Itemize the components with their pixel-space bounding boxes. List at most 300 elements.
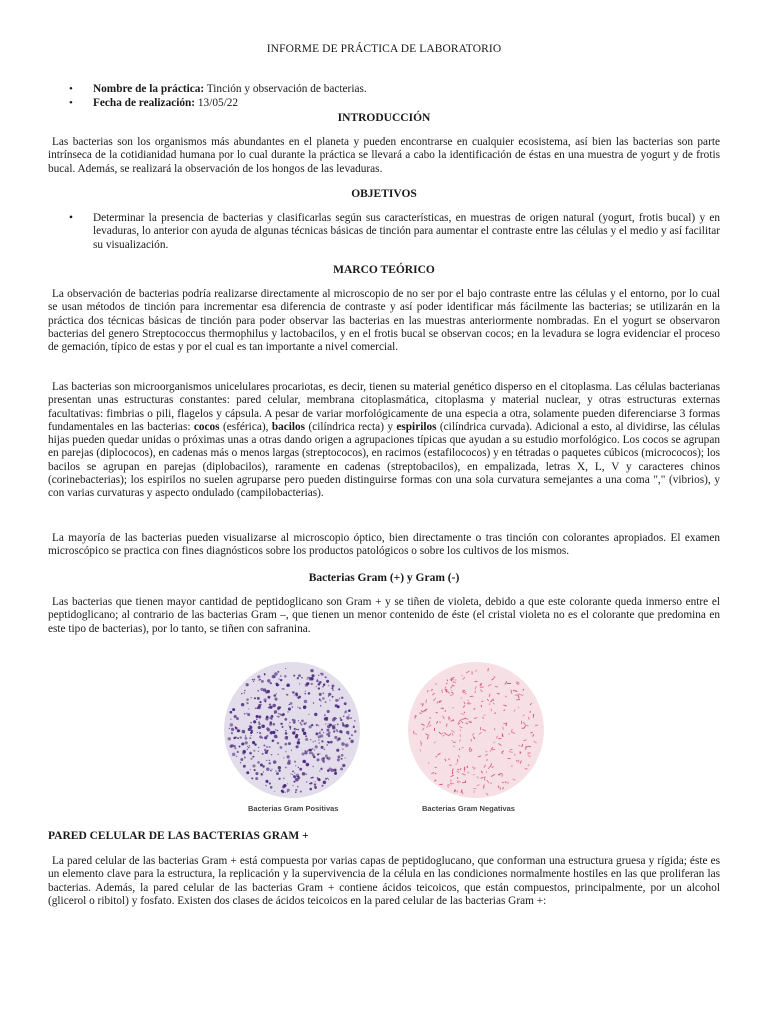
gram-positive-cell bbox=[306, 763, 309, 766]
gram-positive-cell bbox=[261, 724, 265, 728]
practice-meta-list bbox=[69, 83, 367, 111]
practice-date-value: 13/05/22 bbox=[195, 97, 239, 109]
gram-positive-cell bbox=[272, 731, 275, 734]
gram-positive-cell bbox=[319, 753, 320, 754]
gram-positive-cell bbox=[302, 753, 305, 756]
gram-positive-cell bbox=[297, 786, 298, 787]
gram-positive-cell bbox=[320, 705, 322, 707]
gram-positive-cell bbox=[293, 721, 296, 724]
gram-positive-cell bbox=[319, 693, 322, 696]
gram-positive-cell bbox=[317, 753, 319, 755]
gram-positive-cell bbox=[345, 757, 346, 758]
gram-positive-cell bbox=[324, 714, 326, 716]
marco-p2-part-d: (cilíndrica curvada). Adicional a esto, al dividirse, las células hijas pueden quedar unidas o próximas unas a otras dando origen a agrupaciones típicas que ayudan a su estudio morfológico. Los cocos se agrupan en parejas (diplococos), en cadenas más o menos largas (streptococos), en racimos (estafilococos) y en tétradas o paquetes cúbicos (micrococos); los bacilos se agrupan en parejas (diplobacilos), raramente en cadenas (streptobacilos), en empalizada, letras X, L, V y caracteres chinos (corinebacterias); los espirilos no suelen agruparse pero pueden distinguirse formas con una sola curvatura semejantes a una coma "," (vibrios), y con varias curvaturas y aspecto ondulado (campilobacterias). bbox=[48, 420, 721, 500]
gram-positive-cell bbox=[251, 777, 253, 779]
gram-positive-cell bbox=[278, 766, 281, 769]
gram-positive-cell bbox=[288, 708, 291, 711]
gram-positive-cell bbox=[294, 695, 295, 696]
marco-heading: MARCO TEÓRICO bbox=[333, 264, 435, 276]
gram-positive-cell bbox=[295, 693, 298, 696]
gram-positive-cell bbox=[345, 710, 348, 713]
gram-positive-cell bbox=[312, 766, 314, 768]
gram-positive-cell bbox=[266, 727, 269, 730]
gram-negative-cell bbox=[484, 776, 485, 780]
gram-positive-cell bbox=[299, 707, 301, 709]
gram-positive-cell bbox=[319, 770, 320, 771]
gram-positive-cell bbox=[244, 692, 246, 694]
gram-positive-cell bbox=[241, 703, 244, 706]
gram-positive-cell bbox=[290, 702, 293, 705]
gram-positive-cell bbox=[249, 725, 252, 728]
pared-heading: PARED CELULAR DE LAS BACTERIAS GRAM + bbox=[48, 830, 309, 842]
gram-positive-cell bbox=[298, 698, 299, 699]
gram-positive-cell bbox=[241, 693, 242, 694]
gram-negative-cell bbox=[518, 707, 519, 708]
gram-positive-cell bbox=[327, 725, 330, 728]
gram-positive-cell bbox=[297, 741, 300, 744]
gram-positive-cell bbox=[247, 746, 248, 747]
gram-positive-cell bbox=[304, 700, 307, 703]
gram-negative-cell bbox=[474, 681, 477, 682]
gram-positive-cell bbox=[316, 758, 319, 761]
marco-p2-part-a: Las bacterias son microorganismos unicelulares procariotas, es decir, tienen su material genético disperso en el citoplasma. Las células bacterianas presentan unas estructuras constantes: pared celular, membrana citoplasmática, citoplasma y material nuclear, y otras estructuras externas facultativas: fimbrias o pili, flagelos y cápsula. A pesar de variar morfológicamente de una especia a otra, solamente pueden diferenciarse 3 formas fundamentales en las bacterias: bbox=[48, 381, 720, 433]
gram-positive-cell bbox=[269, 782, 271, 784]
gram-positive-cell bbox=[311, 683, 313, 685]
gram-positive-cell bbox=[337, 705, 340, 708]
practice-name-item bbox=[69, 83, 367, 97]
gram-positive-cell bbox=[333, 717, 336, 720]
gram-positive-cell bbox=[277, 716, 278, 717]
gram-positive-cell bbox=[258, 723, 260, 725]
gram-negative-cell bbox=[492, 749, 496, 750]
gram-positive-cell bbox=[325, 778, 327, 780]
gram-positive-cell bbox=[337, 758, 340, 761]
gram-negative-cell bbox=[519, 745, 521, 746]
gram-positive-cell bbox=[295, 765, 296, 766]
gram-positive-cell bbox=[241, 742, 244, 745]
gram-positive-cell bbox=[348, 733, 350, 735]
gram-positive-cell bbox=[252, 741, 255, 744]
gram-positive-cell bbox=[308, 714, 309, 715]
gram-positive-cell bbox=[297, 677, 299, 679]
gram-positive-cell bbox=[282, 713, 285, 716]
gram-positive-cell bbox=[230, 723, 234, 727]
gram-positive-cell bbox=[305, 691, 306, 692]
gram-positive-cell bbox=[230, 718, 231, 719]
gram-positive-cell bbox=[307, 678, 308, 679]
gram-positive-cell bbox=[295, 791, 297, 793]
gram-negative-caption: Bacterias Gram Negativas bbox=[422, 804, 515, 813]
gram-positive-cell bbox=[316, 686, 317, 687]
gram-positive-cell bbox=[242, 752, 245, 755]
gram-positive-cell bbox=[294, 728, 296, 730]
gram-positive-cell bbox=[282, 785, 285, 788]
gram-positive-cell bbox=[285, 668, 286, 669]
gram-positive-cell bbox=[328, 723, 329, 724]
gram-positive-cell bbox=[297, 706, 298, 707]
gram-positive-cell bbox=[281, 790, 284, 793]
gram-positive-cell bbox=[243, 765, 246, 768]
gram-negative-cell bbox=[486, 760, 488, 761]
gram-positive-cell bbox=[285, 730, 286, 731]
gram-text: Las bacterias que tienen mayor cantidad de peptidoglicano son Gram + y se tiñen de violeta, debido a que este colorante queda inmerso entre el peptidoglicano; al contrario de las bacterias Gram –, que tienen un menor contenido de éste (el cristal violeta no es el colorante que predomina en este tipo de bacterias), por lo tanto, se tiñen con safranina. bbox=[48, 596, 720, 635]
gram-positive-cell bbox=[269, 704, 271, 706]
gram-positive-cell bbox=[320, 673, 321, 674]
gram-positive-cell bbox=[308, 749, 309, 750]
marco-paragraph-2 bbox=[48, 381, 720, 501]
gram-positive-cell bbox=[247, 713, 250, 716]
gram-positive-cell bbox=[310, 782, 312, 784]
gram-positive-cell bbox=[322, 692, 324, 694]
gram-positive-cell bbox=[287, 755, 290, 758]
gram-positive-cell bbox=[309, 788, 312, 791]
gram-positive-cell bbox=[265, 780, 268, 783]
gram-positive-cell bbox=[350, 718, 351, 719]
gram-positive-cell bbox=[295, 735, 298, 738]
gram-positive-cell bbox=[328, 731, 331, 734]
gram-positive-cell bbox=[272, 740, 274, 742]
gram-positive-cell bbox=[278, 778, 280, 780]
gram-positive-cell bbox=[244, 690, 245, 691]
gram-positive-cell bbox=[264, 698, 267, 701]
term-espirilos: espirilos bbox=[396, 420, 437, 433]
gram-positive-cell bbox=[335, 724, 336, 725]
gram-negative-cell bbox=[440, 721, 441, 723]
gram-positive-cell bbox=[234, 716, 236, 718]
gram-positive-cell bbox=[333, 769, 336, 772]
gram-positive-cell bbox=[285, 732, 288, 735]
gram-positive-cell bbox=[231, 744, 234, 747]
gram-positive-cell bbox=[323, 732, 324, 733]
gram-positive-cell bbox=[350, 717, 352, 719]
gram-negative-cell bbox=[473, 774, 475, 775]
objetivo-item: • Determinar la presencia de bacterias y clasificarlas según sus características, en muestras de origen natural (yogurt, frotis bucal) y en levaduras, lo anterior con ayuda de algunas técnicas básicas de tinción para aumentar el contraste entre las células y el medio y así facilitar su visualización. bbox=[69, 212, 720, 252]
gram-positive-cell bbox=[257, 706, 260, 709]
gram-positive-cell bbox=[285, 792, 286, 793]
gram-positive-cell bbox=[327, 778, 328, 779]
gram-negative-cell bbox=[453, 746, 454, 747]
gram-positive-cell bbox=[298, 738, 300, 740]
gram-positive-cell bbox=[277, 730, 279, 732]
gram-positive-cell bbox=[325, 723, 326, 724]
gram-positive-cell bbox=[280, 723, 282, 725]
gram-positive-cell bbox=[323, 757, 325, 759]
gram-positive-cell bbox=[350, 740, 353, 743]
gram-positive-cell bbox=[329, 700, 330, 701]
gram-positive-cell bbox=[306, 682, 309, 685]
gram-positive-cell bbox=[289, 704, 290, 705]
gram-positive-caption: Bacterias Gram Positivas bbox=[248, 804, 339, 813]
gram-positive-cell bbox=[276, 693, 277, 694]
gram-positive-cell bbox=[274, 713, 275, 714]
gram-stain-image bbox=[210, 662, 560, 812]
gram-positive-cell bbox=[264, 736, 267, 739]
gram-positive-cell bbox=[246, 771, 249, 774]
gram-positive-cell bbox=[274, 791, 275, 792]
gram-positive-cell bbox=[306, 781, 308, 783]
gram-positive-cell bbox=[291, 750, 292, 751]
gram-positive-cell bbox=[245, 737, 248, 740]
gram-positive-cell bbox=[228, 737, 231, 740]
gram-positive-cell bbox=[326, 680, 329, 683]
gram-positive-cell bbox=[335, 699, 338, 702]
gram-positive-cell bbox=[235, 736, 237, 738]
gram-positive-cell bbox=[269, 746, 271, 748]
marco-paragraph-1: La observación de bacterias podría realizarse directamente al microscopio de no ser por el bajo contraste entre las células y el entorno, por lo cual se usan métodos de tinción para incrementar esa diferencia de contraste y así poder identificar más fácilmente las bacterias; se utilizarán en la práctica dos técnicas básicas de tinción para poder observar las bacterias en las muestras anteriormente nombradas. En el yogurt se observaron bacterias del genero Streptococcus thermophilus y lactobacilos, y en el frotis bucal se observan cocos; en la levadura se logra evidenciar el proceso de gemación, típico de estas y por el cual es tan importante a nivel comercial. bbox=[48, 288, 720, 354]
gram-positive-cell bbox=[318, 725, 319, 726]
gram-positive-cell bbox=[292, 770, 294, 772]
gram-positive-cell bbox=[253, 681, 254, 682]
gram-negative-cell bbox=[490, 750, 491, 752]
gram-positive-cell bbox=[244, 756, 246, 758]
gram-negative-cell bbox=[483, 715, 485, 716]
gram-positive-cell bbox=[229, 728, 230, 729]
gram-positive-cell bbox=[318, 735, 321, 738]
gram-positive-cell bbox=[299, 683, 300, 684]
gram-positive-cell bbox=[250, 758, 252, 760]
gram-positive-cell bbox=[354, 730, 357, 733]
gram-positive-cell bbox=[319, 699, 321, 701]
gram-positive-cell bbox=[264, 749, 267, 752]
gram-positive-cell bbox=[335, 772, 337, 774]
gram-positive-cell bbox=[253, 679, 255, 681]
gram-positive-cell bbox=[249, 737, 251, 739]
gram-positive-cell bbox=[324, 749, 325, 750]
gram-positive-cell bbox=[231, 732, 233, 734]
gram-positive-cell bbox=[348, 714, 349, 715]
gram-positive-cell bbox=[315, 740, 316, 741]
gram-positive-cell bbox=[245, 741, 248, 744]
gram-positive-cell bbox=[333, 730, 335, 732]
gram-positive-cell bbox=[320, 700, 321, 701]
gram-positive-cell bbox=[351, 734, 353, 736]
gram-positive-cell bbox=[253, 720, 256, 723]
gram-positive-cell bbox=[323, 781, 326, 784]
gram-positive-cell bbox=[346, 716, 349, 719]
gram-positive-cell bbox=[249, 745, 250, 746]
gram-positive-cell bbox=[328, 685, 329, 686]
gram-positive-cell bbox=[236, 756, 237, 757]
gram-positive-cell bbox=[276, 683, 279, 686]
gram-positive-cell bbox=[261, 704, 262, 705]
practice-name-label: Nombre de la práctica: bbox=[93, 83, 205, 95]
gram-positive-cell bbox=[274, 694, 276, 696]
gram-positive-cell bbox=[288, 725, 289, 726]
gram-positive-cell bbox=[255, 772, 258, 775]
gram-positive-cell bbox=[264, 673, 266, 675]
gram-positive-cell bbox=[262, 765, 264, 767]
gram-positive-cell bbox=[307, 677, 308, 678]
gram-positive-cell bbox=[294, 761, 296, 763]
gram-positive-cell bbox=[342, 748, 343, 749]
term-bacilos: bacilos bbox=[271, 420, 306, 433]
gram-positive-cell bbox=[255, 708, 256, 709]
gram-positive-cell bbox=[271, 718, 273, 720]
gram-positive-cell bbox=[327, 757, 330, 760]
gram-positive-cell bbox=[292, 785, 293, 786]
gram-positive-cell bbox=[283, 688, 285, 690]
gram-positive-cell bbox=[251, 730, 253, 732]
gram-positive-cell bbox=[255, 777, 258, 780]
gram-positive-cell bbox=[304, 722, 307, 725]
gram-positive-cell bbox=[285, 736, 289, 740]
gram-positive-cell bbox=[321, 729, 323, 731]
gram-positive-cell bbox=[270, 706, 273, 709]
gram-positive-cell bbox=[289, 722, 290, 723]
gram-negative-cell bbox=[526, 725, 528, 726]
gram-positive-slide bbox=[224, 662, 360, 798]
gram-positive-cell bbox=[231, 728, 234, 731]
gram-negative-cell bbox=[426, 700, 427, 704]
gram-positive-cell bbox=[278, 716, 280, 718]
marco-paragraph-3: La mayoría de las bacterias pueden visualizarse al microscopio óptico, bien directamente o tras tinción con colorantes apropiados. El examen microscópico se practica con fines diagnósticos sobre los productos patológicos o sobre los cultivos de los mismos. bbox=[48, 532, 720, 558]
gram-positive-cell bbox=[252, 679, 253, 680]
gram-positive-cell bbox=[266, 760, 267, 761]
gram-positive-cell bbox=[311, 777, 313, 779]
gram-positive-cell bbox=[343, 715, 345, 717]
gram-positive-cell bbox=[295, 789, 297, 791]
gram-positive-cell bbox=[298, 767, 300, 769]
gram-positive-cell bbox=[340, 731, 343, 734]
gram-positive-cell bbox=[277, 671, 279, 673]
gram-negative-cell bbox=[485, 752, 487, 753]
gram-positive-cell bbox=[245, 735, 246, 736]
gram-positive-cell bbox=[257, 732, 258, 733]
gram-positive-cell bbox=[314, 713, 317, 716]
gram-positive-cell bbox=[327, 710, 330, 713]
gram-positive-cell bbox=[279, 678, 280, 679]
gram-positive-cell bbox=[322, 697, 325, 700]
gram-positive-cell bbox=[253, 750, 255, 752]
gram-positive-cell bbox=[289, 726, 291, 728]
gram-positive-cell bbox=[280, 679, 282, 681]
gram-positive-cell bbox=[286, 684, 289, 687]
gram-positive-cell bbox=[332, 696, 334, 698]
gram-positive-cell bbox=[302, 728, 305, 731]
gram-positive-cell bbox=[286, 694, 288, 696]
gram-positive-cell bbox=[292, 774, 293, 775]
gram-negative-cell bbox=[488, 668, 489, 671]
gram-positive-cell bbox=[320, 768, 322, 770]
gram-positive-cell bbox=[293, 781, 295, 783]
gram-positive-cell bbox=[296, 745, 299, 748]
gram-positive-cell bbox=[338, 699, 339, 700]
gram-positive-cell bbox=[296, 729, 297, 730]
gram-positive-cell bbox=[287, 789, 290, 792]
gram-positive-cell bbox=[237, 737, 239, 739]
gram-positive-cell bbox=[316, 680, 318, 682]
introduccion-text: Las bacterias son los organismos más abundantes en el planeta y pueden encontrarse en cualquier ecosistema, así bien las bacterias son parte intrínseca de la cotidianidad humana por lo cual durante la práctica se llevará a cabo la identificación de éstas en una muestra de yogurt y de frotis bucal. Además, se realizará la observación de los hongos de las levaduras. bbox=[48, 136, 720, 175]
gram-positive-cell bbox=[321, 785, 323, 787]
gram-positive-cell bbox=[272, 716, 274, 718]
gram-positive-cell bbox=[318, 687, 320, 689]
gram-positive-cell bbox=[321, 740, 323, 742]
gram-positive-cell bbox=[312, 741, 313, 742]
practice-date-label: Fecha de realización: bbox=[93, 97, 196, 109]
gram-positive-cell bbox=[284, 718, 287, 721]
gram-positive-cell bbox=[258, 747, 259, 748]
gram-positive-cell bbox=[315, 732, 318, 735]
gram-positive-cell bbox=[250, 769, 251, 770]
gram-positive-cell bbox=[272, 704, 276, 708]
gram-positive-cell bbox=[331, 687, 333, 689]
gram-positive-cell bbox=[323, 684, 325, 686]
gram-positive-cell bbox=[274, 698, 277, 701]
gram-positive-cell bbox=[341, 754, 344, 757]
gram-positive-cell bbox=[272, 723, 275, 726]
gram-negative-cell bbox=[466, 723, 468, 724]
gram-positive-cell bbox=[271, 768, 272, 769]
gram-positive-cell bbox=[300, 722, 302, 724]
gram-positive-cell bbox=[294, 772, 295, 773]
gram-positive-cell bbox=[285, 767, 287, 769]
gram-positive-cell bbox=[262, 737, 264, 739]
gram-positive-cell bbox=[304, 693, 305, 694]
gram-positive-cell bbox=[270, 682, 272, 684]
gram-positive-cell bbox=[287, 711, 288, 712]
gram-positive-cell bbox=[246, 702, 248, 704]
gram-negative-cell bbox=[451, 740, 452, 741]
gram-positive-cell bbox=[287, 783, 288, 784]
gram-positive-cell bbox=[293, 732, 294, 733]
gram-positive-cell bbox=[321, 746, 324, 749]
gram-positive-cell bbox=[302, 760, 305, 763]
gram-positive-cell bbox=[257, 697, 260, 700]
gram-positive-cell bbox=[256, 715, 259, 718]
gram-positive-cell bbox=[254, 769, 256, 771]
gram-positive-cell bbox=[242, 730, 246, 734]
gram-positive-cell bbox=[319, 732, 321, 734]
gram-positive-cell bbox=[299, 768, 302, 771]
gram-positive-cell bbox=[275, 729, 276, 730]
gram-positive-cell bbox=[301, 720, 304, 723]
gram-positive-cell bbox=[325, 717, 327, 719]
gram-positive-cell bbox=[232, 753, 236, 757]
gram-positive-cell bbox=[267, 690, 270, 693]
gram-positive-cell bbox=[311, 724, 313, 726]
gram-positive-cell bbox=[234, 747, 236, 749]
gram-positive-cell bbox=[285, 751, 286, 752]
gram-positive-cell bbox=[298, 778, 299, 779]
gram-positive-cell bbox=[252, 756, 254, 758]
gram-positive-cell bbox=[315, 745, 318, 748]
gram-positive-cell bbox=[280, 713, 282, 715]
objetivos-list bbox=[69, 212, 720, 252]
gram-positive-cell bbox=[332, 689, 334, 691]
gram-positive-cell bbox=[292, 706, 294, 708]
practice-name-value: Tinción y observación de bacterias. bbox=[204, 83, 367, 95]
gram-positive-cell bbox=[251, 697, 252, 698]
gram-negative-cell bbox=[494, 713, 496, 714]
gram-positive-cell bbox=[258, 715, 261, 718]
gram-positive-cell bbox=[259, 732, 261, 734]
gram-positive-cell bbox=[340, 717, 342, 719]
gram-positive-cell bbox=[294, 730, 295, 731]
gram-positive-cell bbox=[266, 716, 269, 719]
gram-positive-cell bbox=[303, 706, 306, 709]
gram-positive-cell bbox=[235, 727, 237, 729]
gram-positive-cell bbox=[310, 669, 313, 672]
practice-date-item bbox=[69, 97, 367, 111]
gram-positive-cell bbox=[290, 728, 291, 729]
gram-positive-cell bbox=[251, 735, 252, 736]
gram-positive-cell bbox=[270, 786, 273, 789]
gram-positive-cell bbox=[353, 726, 355, 728]
gram-positive-cell bbox=[337, 723, 339, 725]
gram-positive-cell bbox=[271, 754, 273, 756]
gram-negative-cell bbox=[450, 783, 454, 784]
gram-positive-cell bbox=[278, 754, 279, 755]
